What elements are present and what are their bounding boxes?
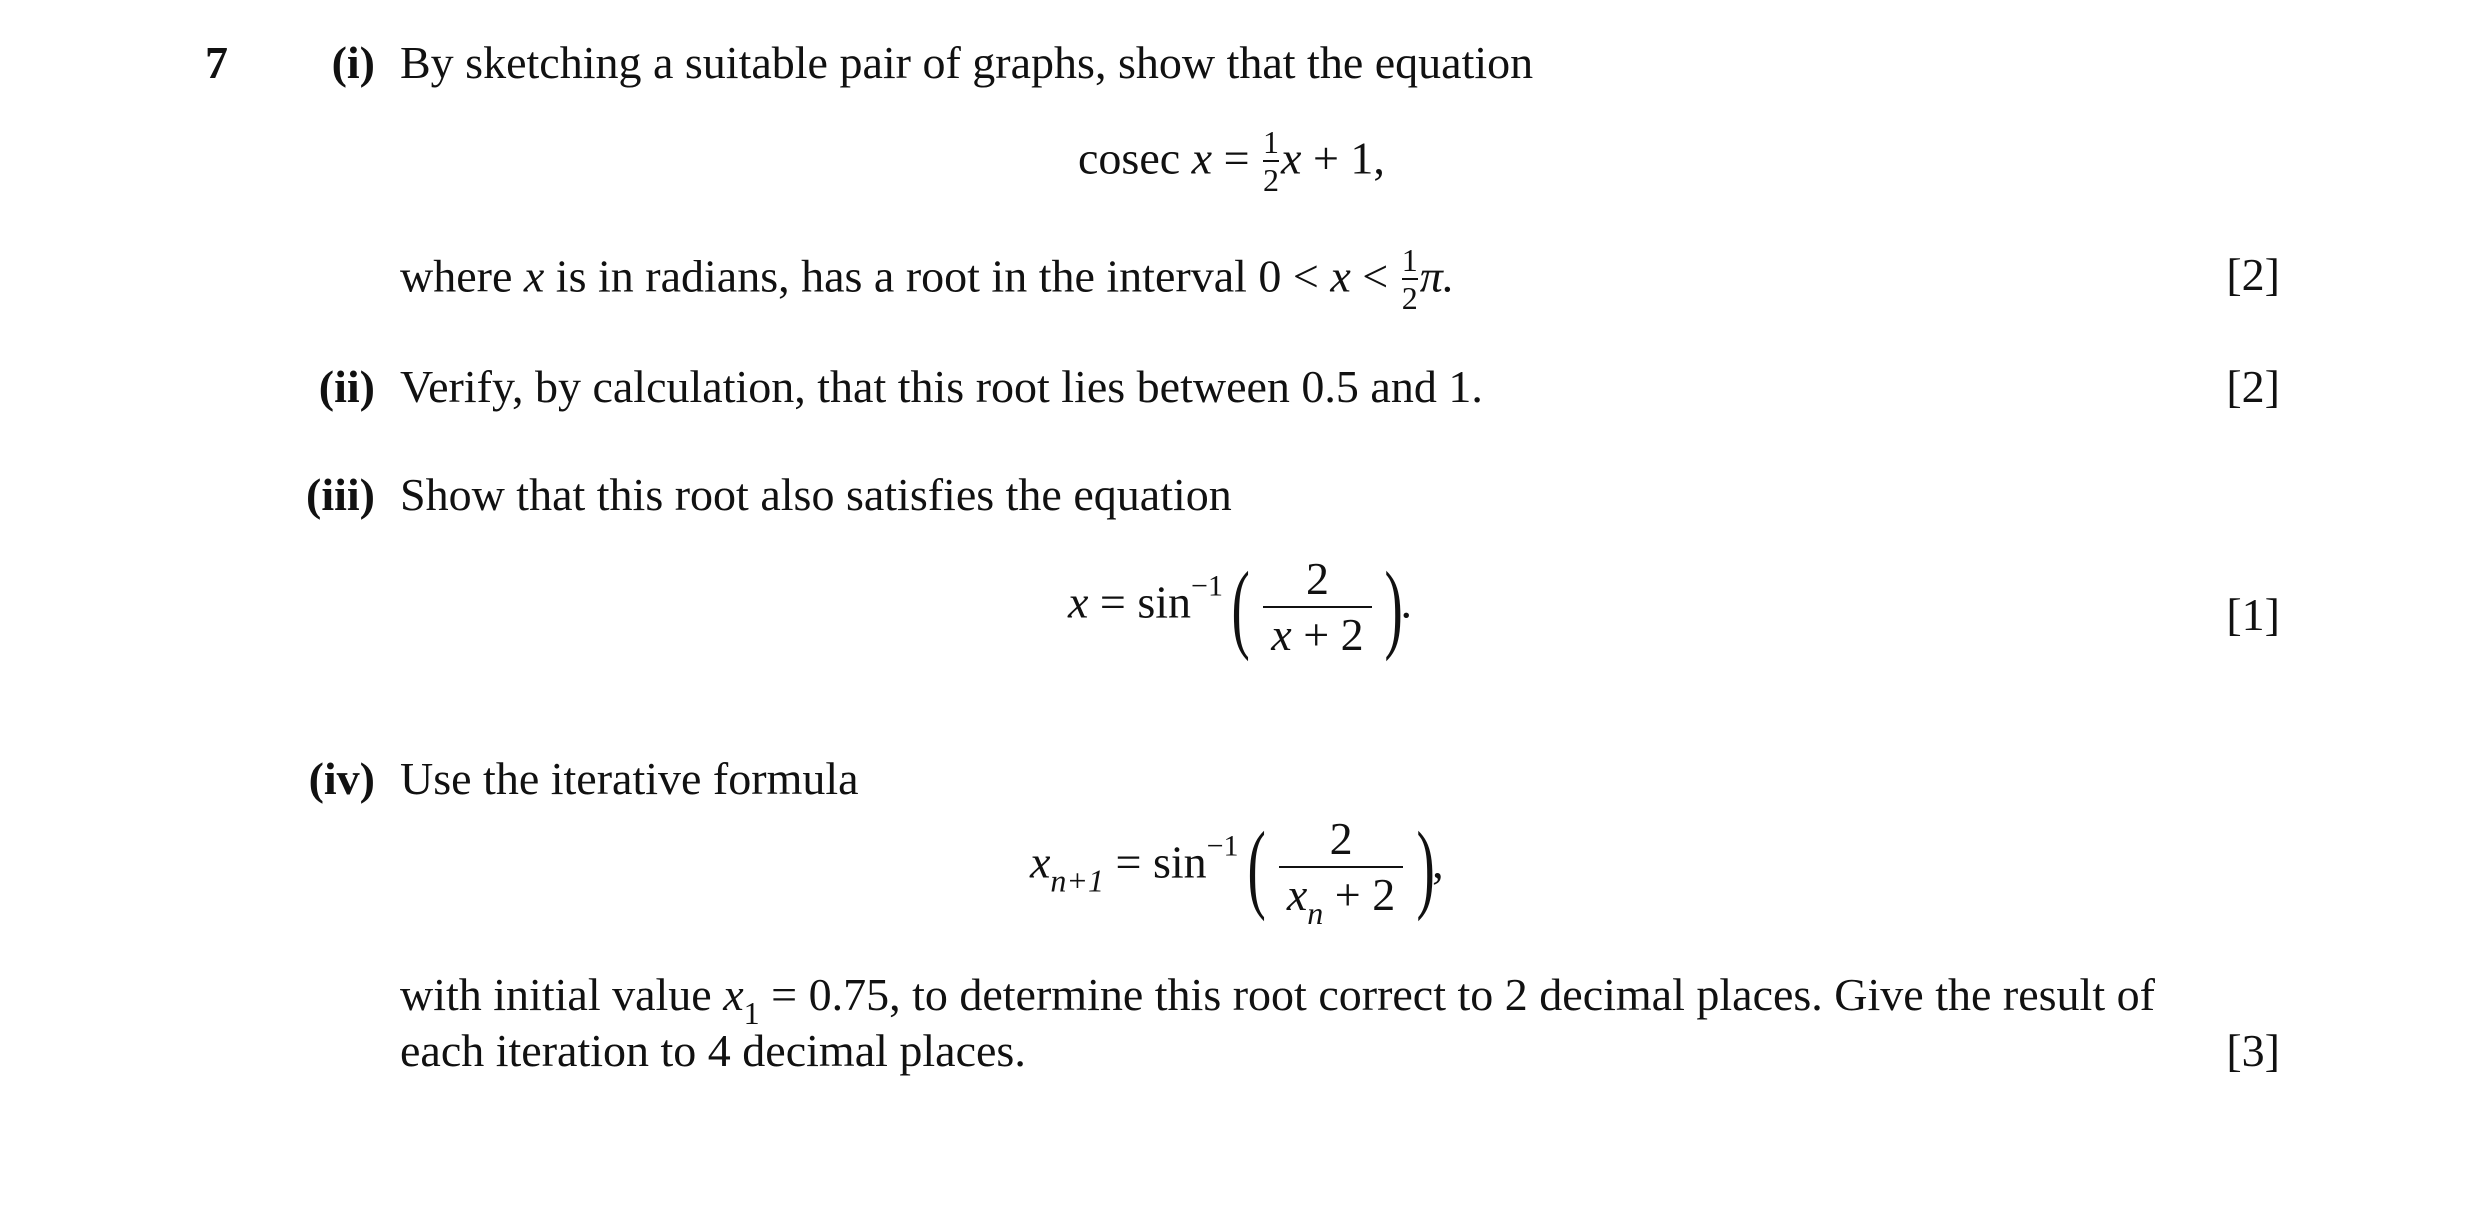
- var-x: x: [1030, 836, 1051, 888]
- inverse-superscript: −1: [1191, 569, 1223, 603]
- part-i-where-line: [400, 242, 1455, 316]
- part-i-mark: [2]: [2226, 249, 2280, 300]
- part-iii-label: (iii): [306, 469, 375, 520]
- half-fraction: [1263, 126, 1279, 196]
- part-iii-intro: Show that this root also satisfies the equation: [400, 469, 1232, 520]
- part-iii-equation: [1068, 551, 1412, 662]
- initial-value-text: with initial value: [400, 969, 712, 1020]
- var-x: x: [1281, 132, 1302, 184]
- equation-tail: + 1,: [1312, 132, 1385, 184]
- part-i-label: (i): [331, 37, 375, 88]
- fraction: [1263, 553, 1371, 660]
- var-x: x: [1191, 132, 1213, 184]
- equals-sign: =: [1223, 132, 1250, 184]
- part-i-intro: By sketching a suitable pair of graphs, show that the equation: [400, 37, 1534, 88]
- part-i-equation: [1078, 124, 1385, 198]
- inverse-superscript: −1: [1206, 829, 1239, 863]
- fraction: [1279, 813, 1403, 931]
- subscript-n-plus-1: n+1: [1050, 862, 1105, 899]
- part-ii-text: Verify, by calculation, that this root lies between 0.5 and 1.: [400, 361, 1483, 412]
- part-iv-intro: Use the iterative formula: [400, 753, 859, 804]
- question-number: 7: [205, 37, 228, 88]
- part-ii-label: (ii): [318, 361, 375, 412]
- fraction-denominator: $x_n + 2$: [1286, 869, 1396, 931]
- part-iii-mark: [1]: [2226, 589, 2280, 640]
- left-paren: (: [1231, 551, 1251, 662]
- fraction-denominator: 2: [1401, 280, 1418, 316]
- cosec-text: cosec: [1078, 132, 1181, 184]
- sin-text: = sin: [1099, 576, 1192, 628]
- part-ii-mark: [2]: [2226, 361, 2280, 412]
- less-than: <: [1362, 250, 1389, 302]
- part-iv-label: (iv): [308, 753, 375, 804]
- left-paren: (: [1247, 811, 1266, 922]
- pi-symbol: π.: [1419, 250, 1455, 302]
- var-x: x: [723, 969, 744, 1020]
- sin-text: = sin: [1115, 836, 1207, 888]
- instruction-text: = 0.75, to determine this root correct to 2 decimal places. Give the result of: [771, 969, 2155, 1020]
- right-paren: ): [1416, 811, 1435, 922]
- right-paren: ): [1384, 551, 1403, 662]
- var-x: x: [1330, 250, 1351, 302]
- fraction-numerator: 1: [1401, 242, 1418, 278]
- part-iv-equation: [1030, 811, 1444, 931]
- part-iv-mark: [3]: [2226, 1025, 2280, 1076]
- var-x: x: [523, 250, 545, 302]
- part-iv-line2: each iteration to 4 decimal places.: [400, 1025, 1026, 1076]
- fraction-numerator: 1: [1263, 124, 1280, 160]
- equation-tail: ,: [1432, 836, 1444, 888]
- subscript-1: 1: [743, 995, 760, 1031]
- equation-tail: .: [1400, 576, 1412, 628]
- fraction-numerator: 2: [1305, 553, 1329, 604]
- interval-text: is in radians, has a root in the interval 0 <: [555, 250, 1319, 302]
- var-x: x: [1068, 576, 1089, 628]
- fraction-denominator: 2: [1263, 162, 1280, 198]
- fraction-numerator: 2: [1329, 813, 1353, 864]
- where-text: where: [400, 250, 513, 302]
- part-iv-line1: [400, 968, 2155, 1031]
- half-fraction: [1402, 244, 1418, 314]
- fraction-denominator: x + 2: [1271, 609, 1364, 660]
